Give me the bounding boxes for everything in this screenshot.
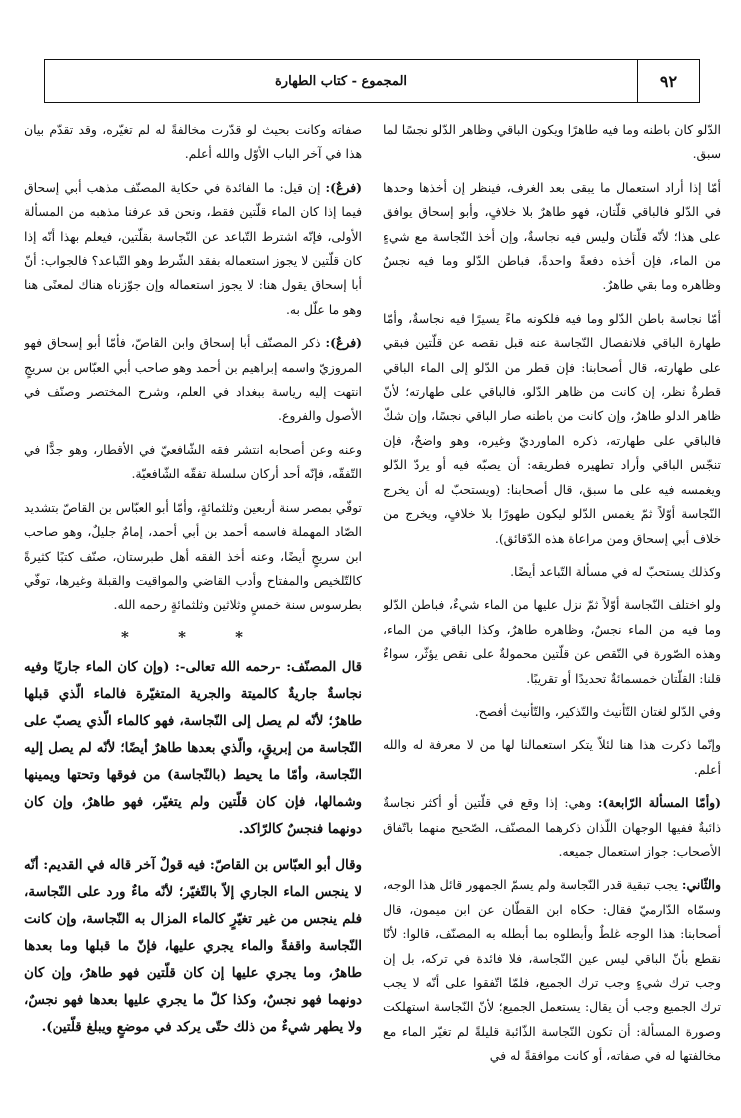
running-title: المجموع - كتاب الطهارة xyxy=(274,73,408,89)
paragraph-lead: (فرعٌ): xyxy=(325,335,362,351)
paragraph xyxy=(383,733,721,782)
paragraph-text: وإنّما ذكرت هذا هنا لئلاّ يتكر استعمالنا لها من لا معرفة له والله أعلم. xyxy=(383,737,721,777)
paragraph xyxy=(24,331,362,429)
main-text-paragraph xyxy=(24,852,362,1041)
paragraph xyxy=(24,118,362,167)
paragraph-text: وفي الدّلو لغتان التّأنيث والتّذكير، والتّأنيث أفصح. xyxy=(474,703,721,719)
paragraph xyxy=(24,438,362,487)
page-number: ٩٢ xyxy=(637,60,699,102)
paragraph-lead: (فرعٌ): xyxy=(325,179,362,195)
paragraph-text: وهي: إذا وقع في قلّتين أو أكثر نجاسةٌ ذائبةٌ ففيها الوجهان اللّذان ذكرهما المصنّف، الصّحيح منهما باتّفاق الأصحاب: جواز استعمال جميعه. xyxy=(383,795,721,859)
paragraph-text: إن قيل: ما الفائدة في حكاية المصنّف مذهب أبي إسحاق فيما إذا كان الماء قلّتين فقط، ونحن قد عرفنا مذهبه من المسألة الأولى، فإنّه اشترط التّباعد عن النّجاسة بقلّتين، فيعلم بهذا أنّه إذا كان قلّتين لا يجوز استعماله بفقد الشّرط وهو التّباعد؟ فالجواب: أنّ أبا إسحاق يقول هنا: لا يجوز استعماله وإن جوّزناه هناك لمعنًى هنا وهو ما علّل به. xyxy=(24,179,362,317)
main-text-paragraph xyxy=(24,654,362,843)
section-separator: * * * xyxy=(121,627,265,646)
paragraph-text: أمّا إذا أراد استعمال ما يبقى بعد الغرف، فينظر إن أخذها وحدها في الدّلو فالباقي قلّتان، فهو طاهرٌ بلا خلافٍ، وأبو إسحاق يوافق على هذا؛ لأنّه قلّتان وليس فيه نجاسةٌ، وإن أخذ النّجاسة مع شيءٍ من الماء، فإن أخذه دفعةً واحدةً، فباطن الدّلو وما فيه نجسٌ وظاهره وما بقي طاهرٌ. xyxy=(383,179,721,293)
paragraph-lead: قال المصنّف: xyxy=(286,658,362,675)
paragraph xyxy=(383,593,721,691)
paragraph xyxy=(24,496,362,618)
page-header xyxy=(44,59,700,103)
paragraph-text: أمّا نجاسة باطن الدّلو وما فيه فلكونه ماءً يسيرًا فيه نجاسةٌ، وأمّا طهارة الباقي فلانفصال النّجاسة عنه قبل نقصه عن قلّتين فبقي على طهارته، قال أصحابنا: فإن قطر من الدّلو إلى الماء الباقي قطرةٌ نظر، إن كانت من ظاهر الدّلو، فالباقي على طهارته؛ لأنّ ظاهر الدلو طاهرٌ، وإن كانت من باطنه صار الباقي نجسًا، وإن شكّ فالباقي على طهارته، ذكره الماورديّ وغيره، وهو واضحٌ، فإن تنجّس الباقي وأراد تطهيره فطريقه: أن يصبّه فيه أو يردّ الدّلو ويغمسه فيه على ما سبق، قال أصحابنا: (ويستحبّ له أن يخرج النّجاسة أوّلاً ثمّ يغمس الدّلو ليكون طهورًا بلا خلافٍ، ويخرج من خلاف أبي إسحاق ومن مراعاة هذه الدّقائق). xyxy=(383,310,721,546)
paragraph-lead: (وأمّا المسألة الرّابعة): xyxy=(597,795,721,811)
left-column xyxy=(24,118,362,1113)
paragraph xyxy=(383,560,721,584)
paragraph-text: -رحمه الله تعالى-: (وإن كان الماء جاريًا وفيه نجاسةٌ جاريةٌ كالميتة والجرية المتغيّرة فالماء الّذي قبلها طاهرٌ؛ لأنّه لم يصل إلى النّجاسة، فهو كالماء الّذي يصبّ على النّجاسة من إبريقٍ، والّذي بعدها طاهرٌ أيضًا؛ لأنّه لم يصل إليه النّجاسة، وأمّا ما يحيط (بالنّجاسة) من فوقها وتحتها ويمينها وشمالها، فإن كان قلّتين ولم يتغيّر، فهو طاهرٌ، وإن كان دونهما فنجسٌ كالرّاكد. xyxy=(24,658,362,837)
right-column xyxy=(383,118,721,1113)
paragraph-lead: والثّاني: xyxy=(681,877,721,893)
paragraph-text: وعنه وعن أصحابه انتشر فقه الشّافعيّ في الأقطار، وهو جدًّا في التّفقّه، فإنّه أحد أركان سلسلة تفقّه الشّافعيّة. xyxy=(24,441,362,482)
paragraph xyxy=(383,873,721,1068)
paragraph-text: ذكر المصنّف أبا إسحاق وابن القاصّ، فأمّا أبو إسحاق فهو المروزيّ واسمه إبراهيم بن أحمد وهو صاحب أبي العبّاس بن سريجٍ انتهت إليه رياسة ببغداد في العلم، وشرح المختصر وصنّف في الأصول والفروع. xyxy=(24,335,362,424)
paragraph-text: يجب تبقية قدر النّجاسة ولم يسمّ الجمهور قائل هذا الوجه، وسمّاه الدّارميّ فقال: حكاه ابن القطّان عن ابن ميمون، قال أصحابنا: هذا الوجه غلطٌ وأبطلوه بما أبطله به المصنّف، قالوا: لأنّا نقطع بأنّ الباقي ليس عين النّجاسة، فلا فائدة في تركه، بل إن وجب ترك شيءٍ وجب ترك الجميع، فلمّا اتّفقوا على أنّه لا يجب ترك الجميع وجب أن يقال: يستعمل الجميع؛ لأنّ النّجاسة استهلكت وصورة المسألة: أن تكون النّجاسة الذّائبة قليلةً لم تغيّر الماء مع مخالفتها له في صفاته، أو كانت موافقةً له في xyxy=(383,877,721,1064)
paragraph xyxy=(383,791,721,864)
paragraph xyxy=(383,307,721,551)
paragraph-text: وقال أبو العبّاس بن القاصّ: فيه قولٌ آخر قاله في القديم: أنّه لا ينجس الماء الجاري إلاّ بالتّغيّر؛ لأنّه ماءٌ ورد على النّجاسة، فلم ينجس من غير تغيّرٍ كالماء المزال به النّجاسة، وإن كانت النّجاسة واقفةً والماء يجري عليها، فإنّ ما قبلها وما بعدها طاهرٌ، وما يجري عليها إن كان قلّتين فهو طاهرٌ، وإن كان دونهما فهو نجسٌ، وكذا كلّ ما يجري عليها بعدها فهو نجسٌ، ولا يطهر شيءٌ من ذلك حتّى يركد في موضعٍ ويبلغ قلّتين). xyxy=(24,856,362,1035)
paragraph xyxy=(383,176,721,298)
paragraph xyxy=(383,700,721,724)
paragraph-text: توفّي بمصر سنة أربعين وثلثمائةٍ، وأمّا أبو العبّاس بن القاصّ بتشديد الصّاد المهملة فاسمه أحمد بن أبي أحمد، إمامٌ جليلٌ، وهو صاحب ابن سريجٍ أيضًا، وعنه أخذ الفقه أهل طبرستان، صنّف كتبًا كثيرةً كالتّلخيص والمفتاح وأدب القاضي والمواقيت والقبلة وغيرها، توفّي بطرسوس سنة خمسٍ وثلاثين وثلثمائةٍ رحمه الله. xyxy=(24,499,362,613)
paragraph xyxy=(24,176,362,322)
paragraph-text: وكذلك يستحبّ له في مسألة التّباعد أيضًا. xyxy=(510,563,721,579)
paragraph-text: ولو اختلف النّجاسة أوّلاً ثمّ نزل عليها من الماء شيءٌ، فباطن الدّلو وما فيه من الماء نجسٌ، وظاهره طاهرٌ، وكذا الباقي من الماء، وهذه الصّورة في النّقص عن قلّتين محمولةٌ على نقص يؤثّر، سواءٌ قلنا: القلّتان خمسمائةٌ تحديدًا أو تقريبًا. xyxy=(383,597,721,686)
paragraph-text: صفاته وكانت بحيث لو قدّرت مخالفةً له لم تغيّره، وقد تقدّم بيان هذا في آخر الباب الأوّل والله أعلم. xyxy=(24,122,362,162)
paragraph xyxy=(383,118,721,167)
paragraph-text: الدّلو كان باطنه وما فيه طاهرًا ويكون الباقي وظاهر الدّلو نجسًا لما سبق. xyxy=(383,122,721,162)
